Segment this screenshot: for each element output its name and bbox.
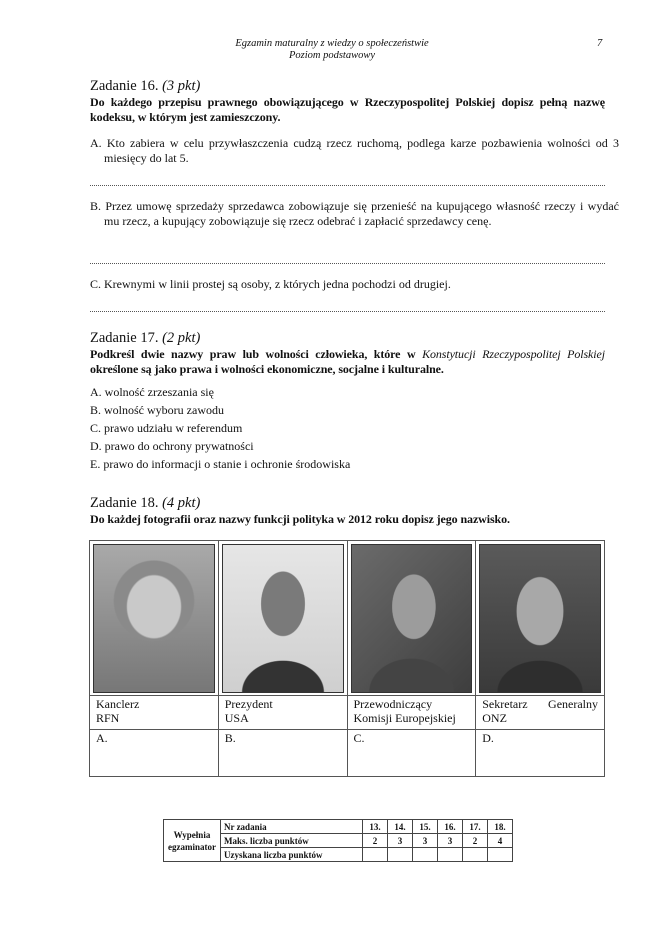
task-18-instruction: Do każdej fotografii oraz nazwy funkcji polityka w 2012 roku dopisz jego nazwisko. (90, 512, 510, 526)
task-16-item-c: C. Krewnymi w linii prostej są osoby, z których jedna pochodzi od drugiej. (90, 277, 451, 291)
caption-c: Przewodniczący Komisji Europejskiej (347, 696, 476, 730)
option-d[interactable]: D. prawo do ochrony prywatności (90, 439, 254, 453)
task-17-options (90, 383, 605, 473)
task-number-cell: 13. (362, 820, 387, 834)
portrait-photo-a (93, 544, 215, 693)
portrait-photo-b (222, 544, 344, 693)
photo-cell-d (476, 541, 605, 696)
exam-level: Poziom podstawowy (288, 50, 376, 61)
photo-table (89, 540, 605, 777)
task-18 (90, 495, 605, 527)
caption-a: Kanclerz RFN (90, 696, 219, 730)
answer-cell-c[interactable]: C. (347, 730, 476, 777)
max-points-cell: 3 (437, 834, 462, 848)
score-table (163, 819, 513, 862)
photo-cell-a (90, 541, 219, 696)
max-points-cell: 4 (487, 834, 512, 848)
page-header (0, 38, 664, 62)
task-number-cell: 15. (412, 820, 437, 834)
answer-cell-a[interactable]: A. (90, 730, 219, 777)
row-task-number-label: Nr zadania (220, 820, 362, 834)
answer-cell-b[interactable]: B. (218, 730, 347, 777)
task-17 (90, 330, 605, 473)
answer-line-16a[interactable] (90, 185, 605, 186)
photo-cell-b (218, 541, 347, 696)
score-side-label: Wypełnia egzaminator (164, 820, 221, 862)
option-e[interactable]: E. prawo do informacji o stanie i ochronie środowiska (90, 457, 351, 471)
task-16-instruction: Do każdego przepisu prawnego obowiązującego w Rzeczypospolitej Polskiej dopisz pełną nazwę kodeksu, w którym jest zamieszczony. (90, 95, 605, 124)
obtained-points-cell[interactable] (412, 848, 437, 862)
caption-b: Prezydent USA (218, 696, 347, 730)
photo-cell-c (347, 541, 476, 696)
task-number-cell: 16. (437, 820, 462, 834)
obtained-points-cell[interactable] (437, 848, 462, 862)
exam-title: Egzamin maturalny z wiedzy o społeczeństwie (235, 38, 429, 49)
obtained-points-cell[interactable] (362, 848, 387, 862)
obtained-points-cell[interactable] (462, 848, 487, 862)
portrait-photo-c (351, 544, 473, 693)
obtained-points-cell[interactable] (387, 848, 412, 862)
task-17-instruction: Podkreśl dwie nazwy praw lub wolności człowieka, które w Konstytucji Rzeczypospolitej Polskiej określone są jako prawa i wolności ekonomiczne, socjalne i kulturalne. (90, 347, 605, 376)
max-points-cell: 2 (462, 834, 487, 848)
task-16-item-b: B. Przez umowę sprzedaży sprzedawca zobowiązuje się przenieść na kupującego własność rzeczy i wydać mu rzecz, a kupujący zobowiązuje się rzecz odebrać i zapłacić sprzedawcy cenę. (90, 199, 619, 228)
task-number-cell: 17. (462, 820, 487, 834)
row-obtained-points-label: Uzyskana liczba punktów (220, 848, 362, 862)
task-16-item-a: A. Kto zabiera w celu przywłaszczenia cudzą rzecz ruchomą, podlega karze pozbawienia wolności od 3 miesięcy do lat 5. (90, 136, 619, 165)
max-points-cell: 3 (387, 834, 412, 848)
max-points-cell: 2 (362, 834, 387, 848)
task-number-cell: 18. (487, 820, 512, 834)
option-c[interactable]: C. prawo udziału w referendum (90, 421, 243, 435)
page-number: 7 (597, 38, 603, 49)
answer-cell-d[interactable]: D. (476, 730, 605, 777)
option-b[interactable]: B. wolność wyboru zawodu (90, 403, 224, 417)
max-points-cell: 3 (412, 834, 437, 848)
portrait-photo-d (479, 544, 601, 693)
task-number-cell: 14. (387, 820, 412, 834)
task-16-title: Zadanie 16. (3 pkt) (90, 78, 201, 94)
caption-d: Sekretarz Generalny ONZ (476, 696, 605, 730)
option-a[interactable]: A. wolność zrzeszania się (90, 385, 214, 399)
answer-line-16b[interactable] (90, 263, 605, 264)
answer-line-16c[interactable] (90, 311, 605, 312)
row-max-points-label: Maks. liczba punktów (220, 834, 362, 848)
task-17-title: Zadanie 17. (2 pkt) (90, 330, 201, 346)
obtained-points-cell[interactable] (487, 848, 512, 862)
task-18-title: Zadanie 18. (4 pkt) (90, 495, 201, 511)
task-16 (90, 78, 605, 125)
